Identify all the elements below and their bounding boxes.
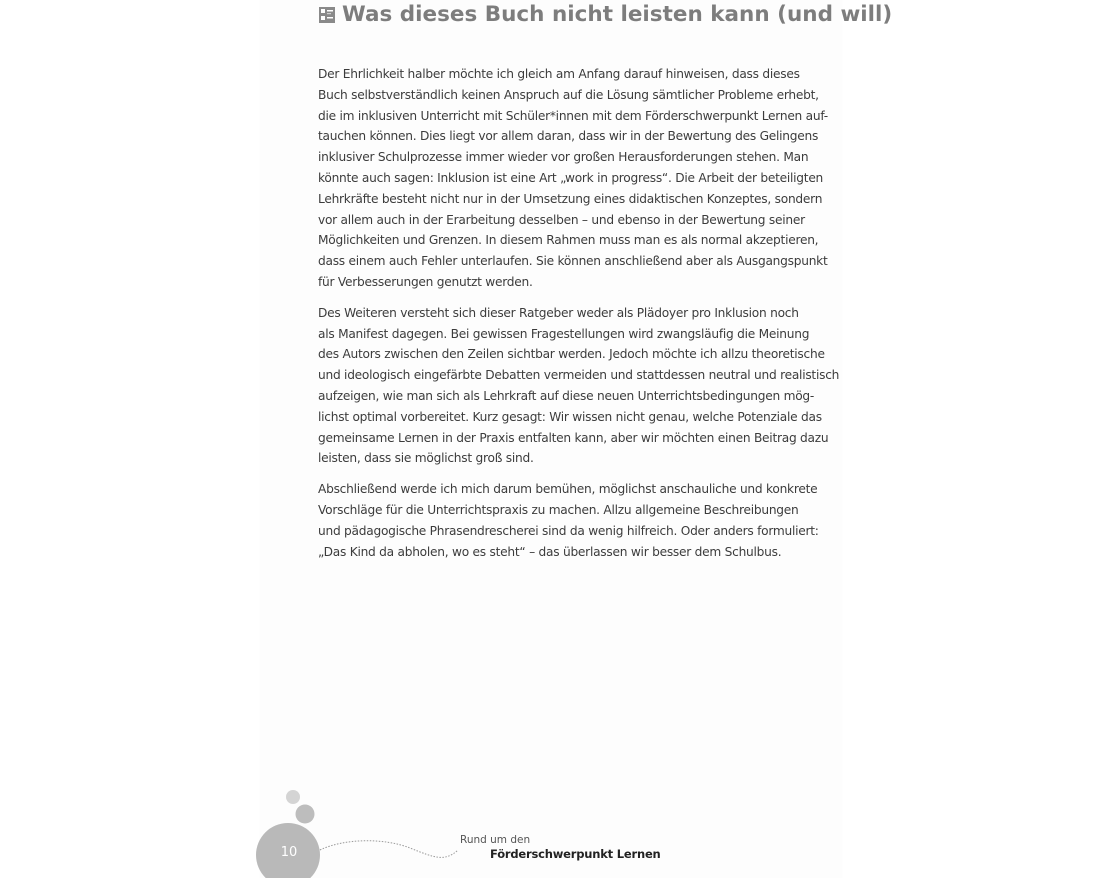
text-line: Buch selbstverständlich keinen Anspruch auf die Lösung sämtlicher Probleme erhebt, (318, 87, 819, 102)
text-line: könnte auch sagen: Inklusion ist eine Art „work in progress“. Die Arbeit der beteiligten (318, 170, 824, 185)
text-line: leisten, dass sie möglichst groß sind. (318, 451, 534, 466)
decorative-wave-line (320, 841, 458, 858)
text-line: Vorschläge für die Unterrichtspraxis zu machen. Allzu allgemeine Beschreibungen (318, 502, 799, 517)
section-title: Was dieses Buch nicht leisten kann (und will) (342, 2, 893, 27)
text-line: aufzeigen, wie man sich als Lehrkraft auf diese neuen Unterrichtsbedingungen mög- (318, 388, 815, 403)
text-line: dass einem auch Fehler unterlaufen. Sie können anschließend aber als Ausgangspunkt (318, 254, 828, 269)
small-dot (286, 790, 300, 804)
text-line: Lehrkräfte besteht nicht nur in der Umsetzung eines didaktischen Konzeptes, sondern (318, 191, 823, 206)
text-line: gemeinsame Lernen in der Praxis entfalten kann, aber wir möchten einen Beitrag dazu (318, 430, 829, 445)
text-line: und pädagogische Phrasendrescherei sind da wenig hilfreich. Oder anders formuliert: (318, 523, 819, 538)
page-number: 10 (280, 845, 298, 860)
text-line: als Manifest dagegen. Bei gewissen Fragestellungen wird zwangsläufig die Meinung (318, 326, 810, 341)
medium-dot (296, 805, 315, 824)
text-line: lichst optimal vorbereitet. Kurz gesagt: Wir wissen nicht genau, welche Potenziale das (318, 409, 822, 424)
text-line: für Verbesserungen genutzt werden. (318, 274, 533, 289)
text-line: vor allem auch in der Erarbeitung desselben – und ebenso in der Bewertung seiner (318, 212, 805, 227)
series-label-line1: Rund um den (460, 834, 531, 846)
text-line: „Das Kind da abholen, wo es steht“ – das überlassen wir besser dem Schulbus. (318, 544, 782, 559)
text-line: tauchen können. Dies liegt vor allem daran, dass wir in der Bewertung des Gelingens (318, 129, 819, 144)
text-line: inklusiver Schulprozesse immer wieder vor großen Herausforderungen stehen. Man (318, 150, 809, 165)
text-line: und ideologisch eingefärbte Debatten vermeiden und stattdessen neutral und realistisch (318, 368, 840, 383)
text-line: Möglichkeiten und Grenzen. In diesem Rahmen muss man es als normal akzeptieren, (318, 233, 819, 248)
text-line: des Autors zwischen den Zeilen sichtbar werden. Jedoch möchte ich allzu theoretische (318, 347, 825, 362)
series-label-line2: Förderschwerpunkt Lernen (490, 847, 661, 861)
text-line: Des Weiteren versteht sich dieser Ratgeber weder als Plädoyer pro Inklusion noch (318, 305, 799, 320)
text-line: die im inklusiven Unterricht mit Schüler*innen mit dem Förderschwerpunkt Lernen auf- (318, 108, 828, 123)
text-line: Der Ehrlichkeit halber möchte ich gleich am Anfang darauf hinweisen, dass dieses (318, 67, 800, 81)
text-line: Abschließend werde ich mich darum bemühen, möglichst anschauliche und konkrete (318, 482, 818, 497)
